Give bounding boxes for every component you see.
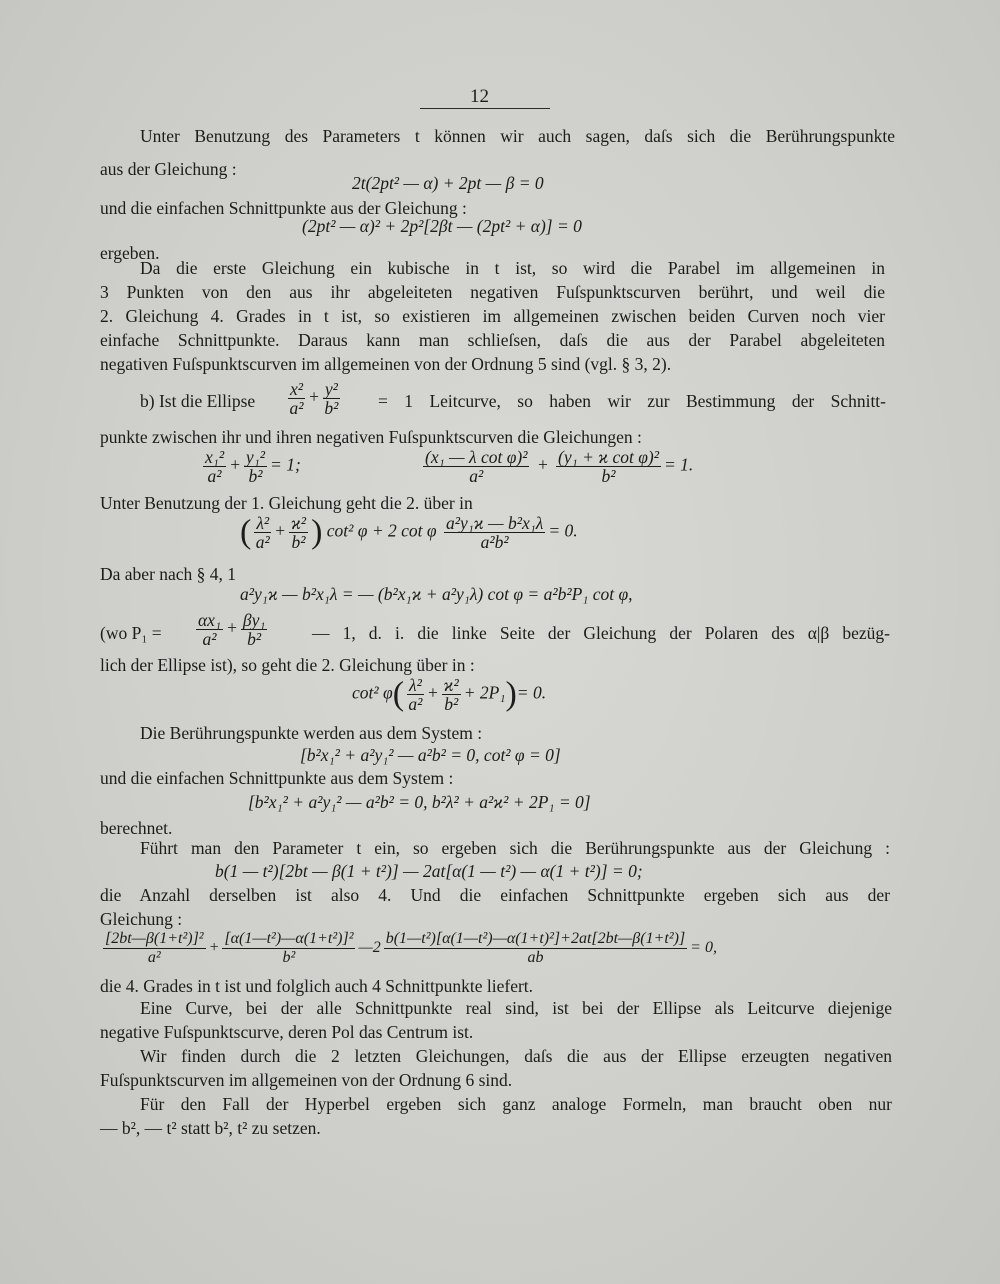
numerator: [α(1—t²)—α(1+t²)]² bbox=[224, 930, 354, 947]
operator: + bbox=[536, 454, 549, 475]
numerator: x² bbox=[290, 379, 304, 399]
operator: = 1; bbox=[270, 454, 301, 475]
text-line: berechnet. bbox=[100, 818, 173, 838]
numerator: λ² bbox=[256, 513, 270, 533]
denominator: a² bbox=[255, 532, 270, 552]
text-line: aus der Gleichung : bbox=[100, 159, 237, 179]
term: cot² φ + 2 cot φ bbox=[326, 520, 437, 541]
denominator: b² bbox=[444, 694, 459, 714]
equation: b(1 — t²)[2bt — β(1 + t²)] — 2at[α(1 — t²) — α(1 + t²)] = 0; bbox=[215, 861, 643, 881]
equation bbox=[100, 930, 717, 967]
equation: cot² φ( $\frac{\text{λ²}}{\text{a²}}$ + $\frac{\text{ϰ²}}{\text{b²}}$ + 2P₁)= 0. bbox=[352, 675, 547, 714]
equation: 2t(2pt² — α) + 2pt — β = 0 bbox=[352, 173, 544, 193]
text-line: Da aber nach § 4, 1 bbox=[100, 564, 237, 584]
text-line: b) Ist die Ellipse bbox=[140, 391, 256, 411]
text-line: einfache Schnittpunkte. Daraus kann man schlieſsen, daſs die aus der Parabel abgeleiteten bbox=[100, 330, 885, 350]
text-line: = 1 Leitcurve, so haben wir zur Bestimmung der Schnitt- bbox=[378, 391, 886, 411]
operator: = 0, bbox=[690, 939, 717, 957]
operator: = 0. bbox=[548, 520, 578, 541]
term: + 2P₁ bbox=[463, 682, 506, 703]
equation-system bbox=[420, 448, 693, 485]
text-line: Die Berührungspunkte werden aus dem System : bbox=[140, 723, 483, 743]
text-line: Da die erste Gleichung ein kubische in t ist, so wird die Parabel im allgemeinen in bbox=[140, 258, 885, 278]
denominator: a² bbox=[408, 694, 423, 714]
text-line: Für den Fall der Hyperbel ergeben sich ganz analoge Formeln, man braucht oben nur bbox=[140, 1094, 892, 1114]
denominator: b² bbox=[248, 466, 263, 486]
operator: + bbox=[226, 617, 238, 638]
numerator: a²y₁ϰ — b²x₁λ bbox=[445, 513, 544, 533]
text-line: Unter Benutzung des Parameters t können wir auch sagen, daſs sich die Berührungspunkte bbox=[140, 126, 895, 146]
page-number: 12 bbox=[470, 86, 489, 107]
text-line: Fuſspunktscurven im allgemeinen von der Ordnung 6 sind. bbox=[100, 1070, 513, 1090]
text-line: negative Fuſspunktscurve, deren Pol das Centrum ist. bbox=[100, 1022, 474, 1042]
operator: + bbox=[208, 939, 220, 957]
text-line: punkte zwischen ihr und ihren negativen Fuſspunktscurven die Gleichungen : bbox=[100, 427, 642, 447]
numerator: y² bbox=[324, 379, 338, 399]
operator: —2 bbox=[358, 939, 381, 957]
denominator: a² bbox=[147, 949, 161, 966]
numerator: λ² bbox=[409, 675, 422, 695]
text-line: Wir finden durch die 2 letzten Gleichungen, daſs die aus der Ellipse erzeugten negativen bbox=[140, 1046, 892, 1066]
operator: + bbox=[229, 454, 241, 475]
denominator: b² bbox=[324, 398, 339, 418]
text-line: Gleichung : bbox=[100, 909, 183, 929]
text-line: und die einfachen Schnittpunkte aus dem System : bbox=[100, 768, 454, 788]
text-line: — b², — t² statt b², t² zu setzen. bbox=[100, 1118, 321, 1138]
equation: [b²x₁² + a²y₁² — a²b² = 0, b²λ² + a²ϰ² + 2P₁ = 0] bbox=[248, 792, 591, 812]
ellipse-equation bbox=[285, 380, 343, 417]
numerator: b(1—t²)[α(1—t²)—α(1+t)²]+2at[2bt—β(1+t²)] bbox=[385, 930, 686, 947]
equation: ( $\frac{\text{λ²}}{\text{a²}}$ + $\frac{\text{ϰ²}}{\text{b²}}$ ) cot² φ + 2 cot φ $\frac{\text{a²y₁ϰ — b²x₁λ}}{\text{a²b²}}$ = 0. bbox=[240, 513, 578, 552]
operator: = 1. bbox=[664, 454, 694, 475]
text-line: Unter Benutzung der 1. Gleichung geht die 2. über in bbox=[100, 493, 473, 513]
numerator: ϰ² bbox=[443, 675, 459, 695]
numerator: y₁² bbox=[245, 447, 266, 467]
text-line: und die einfachen Schnittpunkte aus der Gleichung : bbox=[100, 198, 467, 218]
term: cot² φ bbox=[352, 682, 393, 703]
equation-system bbox=[200, 448, 301, 485]
numerator: x₁² bbox=[205, 447, 225, 467]
text-line: 2. Gleichung 4. Grades in t ist, so existieren im allgemeinen zwischen beiden Curven noch vier bbox=[100, 306, 885, 326]
numerator: (x₁ — λ cot φ)² bbox=[425, 447, 528, 467]
equation: (2pt² — α)² + 2p²[2βt — (2pt² + α)] = 0 bbox=[302, 216, 582, 236]
operator: + bbox=[274, 520, 286, 541]
denominator: a² bbox=[202, 629, 217, 649]
numerator: (y₁ + ϰ cot φ)² bbox=[558, 447, 659, 467]
polar-fraction bbox=[193, 611, 270, 648]
denominator: b² bbox=[291, 532, 306, 552]
text-line: die Anzahl derselben ist also 4. Und die einfachen Schnittpunkte ergeben sich aus der bbox=[100, 885, 890, 905]
denominator: ab bbox=[527, 949, 544, 966]
text-line: die 4. Grades in t ist und folglich auch 4 Schnittpunkte liefert. bbox=[100, 976, 534, 996]
text-line: Führt man den Parameter t ein, so ergeben sich die Berührungspunkte aus der Gleichung : bbox=[140, 838, 890, 858]
denominator: b² bbox=[282, 949, 296, 966]
operator: + bbox=[308, 386, 320, 407]
text-line: 3 Punkten von den aus ihr abgeleiteten negativen Fuſspunktscurven berührt, und weil die bbox=[100, 282, 885, 302]
operator: = 0. bbox=[516, 682, 547, 703]
denominator: b² bbox=[601, 466, 616, 486]
equation: a²y₁ϰ — b²x₁λ = — (b²x₁ϰ + a²y₁λ) cot φ = a²b²P₁ cot φ, bbox=[240, 584, 633, 604]
text-line: ergeben. bbox=[100, 243, 160, 263]
header-rule bbox=[420, 108, 550, 109]
numerator: αx₁ bbox=[198, 610, 222, 630]
text-line: lich der Ellipse ist), so geht die 2. Gleichung über in : bbox=[100, 655, 475, 675]
denominator: a² bbox=[469, 466, 484, 486]
numerator: ϰ² bbox=[290, 513, 307, 533]
equation: [b²x₁² + a²y₁² — a²b² = 0, cot² φ = 0] bbox=[300, 745, 561, 765]
denominator: b² bbox=[247, 629, 262, 649]
denominator: a²b² bbox=[480, 532, 509, 552]
numerator: βy₁ bbox=[242, 610, 266, 630]
text-line: — 1, d. i. die linke Seite der Gleichung der Polaren des α|β bezüg- bbox=[312, 623, 890, 643]
numerator: [2bt—β(1+t²)]² bbox=[105, 930, 204, 947]
operator: + bbox=[426, 682, 439, 703]
denominator: a² bbox=[289, 398, 304, 418]
text-line: (wo P₁ = bbox=[100, 623, 162, 643]
text-line: Eine Curve, bei der alle Schnittpunkte real sind, ist bei der Ellipse als Leitcurve diejenige bbox=[140, 998, 892, 1018]
denominator: a² bbox=[207, 466, 222, 486]
text-line: negativen Fuſspunktscurven im allgemeinen von der Ordnung 5 sind (vgl. § 3, 2). bbox=[100, 354, 672, 374]
